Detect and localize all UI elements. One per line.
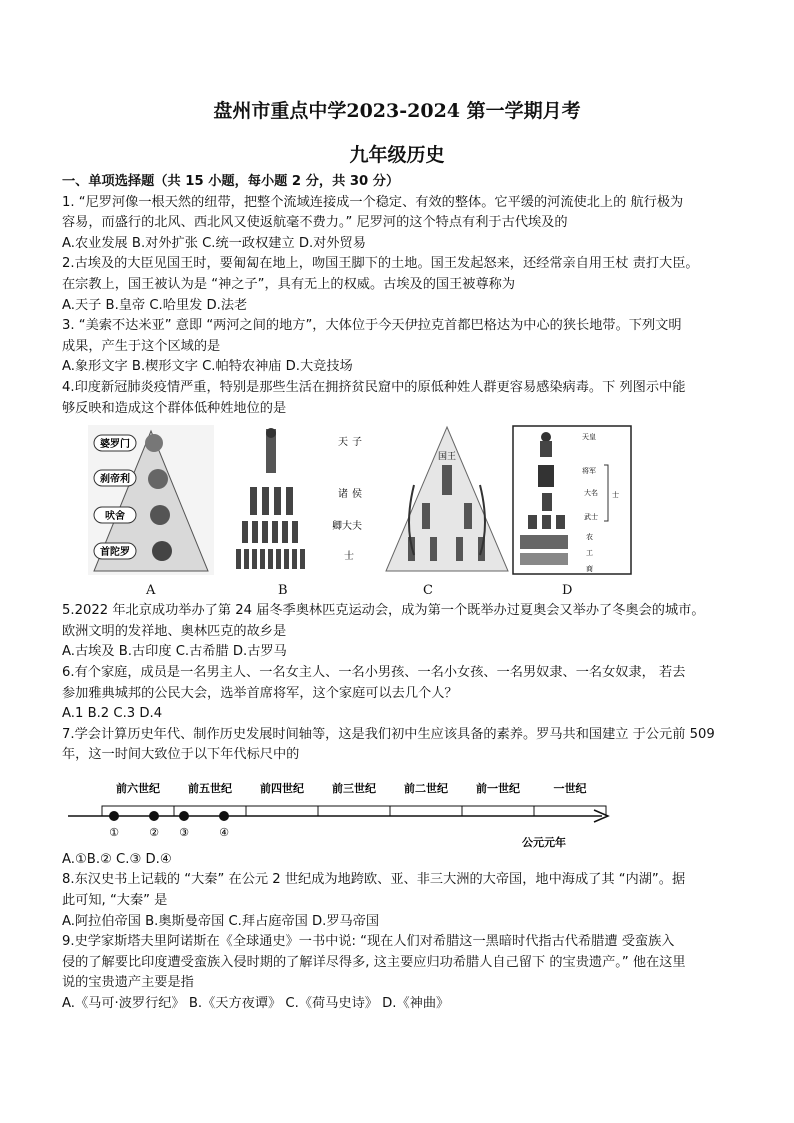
q7-stem-line: 7.学会计算历史年代、制作历史发展时间轴等，这是我们初中生应该具备的素养。罗马共和国建立 于公元前 509 (62, 726, 715, 742)
q5-stem-line: 5.2022 年北京成功举办了第 24 届冬季奥林匹克运动会，成为第一个既举办过夏奥会又举办了冬奥会的城市。 (62, 603, 705, 619)
q8-stem-line: 此可知, “大秦” 是 (62, 893, 168, 909)
century-label: 前二世纪 (404, 781, 448, 795)
caste-level: 婆罗门 (100, 439, 130, 451)
q5-stem-line: 欧洲文明的发祥地、奥林匹克的故乡是 (62, 623, 287, 639)
timeline-point (179, 811, 189, 821)
section-heading: 一、单项选择题（共 15 小题，每小题 2 分，共 30 分） (62, 174, 400, 189)
century-label: 前六世纪 (116, 781, 160, 795)
timeline-point-label: ① (109, 825, 119, 839)
pyramid-top-text: 国王 (437, 452, 457, 463)
q7-options: A.①B.② C.③ D.④ (62, 851, 172, 867)
q4-stem-line: 够反映和造成这个群体低种姓地位的是 (62, 400, 287, 416)
q2-stem-line: 2.古埃及的大臣见国王时，要匍匐在地上，吻国王脚下的土地。国王发起怒来，还经常亲自用王杖 责打大臣。 (62, 256, 699, 272)
century-segment (390, 806, 462, 816)
century-label: 前五世纪 (188, 781, 232, 795)
century-label: 前一世纪 (476, 781, 520, 795)
figure-d-label: D (562, 583, 573, 599)
q3-stem-line: 3. “美索不达米亚” 意即 “两河之间的地方”，大体位于今天伊拉克首都巴格达为中心的狭长地带。下列文明 (62, 318, 682, 334)
q9-stem-line: 侵的了解要比印度遭受蛮族入侵时期的了解详尽得多, 这主要应归功希腊人自己留下 的宝贵遗产。” 他在这里 (62, 954, 686, 970)
rank-text: 侯 (352, 489, 362, 501)
rank-text: 天 (338, 437, 348, 449)
bracket-text: 士 (612, 491, 619, 500)
caste-level: 刹帝利 (100, 474, 130, 486)
rank-text: 农 (586, 533, 593, 542)
rank-text: 士 (344, 551, 354, 563)
q9-stem-line: 说的宝贵遗产主要是指 (62, 975, 194, 991)
timeline-point-label: ③ (179, 825, 189, 839)
q6-stem-line: 6.有个家庭，成员是一名男主人、一名女主人、一名小男孩、一名小女孩、一名男奴隶、一名女奴隶， 若去 (62, 664, 686, 680)
q8-stem-line: 8.东汉史书上记载的 “大秦” 在公元 2 世纪成为地跨欧、亚、非三大洲的大帝国，地中海成了其 “内湖”。据 (62, 872, 686, 888)
century-segment (246, 806, 318, 816)
q1-options: A.农业发展 B.对外扩张 C.统一政权建立 D.对外贸易 (62, 235, 366, 251)
century-label: 前三世纪 (332, 781, 376, 795)
century-label: 前四世纪 (260, 781, 304, 795)
q7-timeline (62, 772, 734, 850)
q8-options: A.阿拉伯帝国 B.奥斯曼帝国 C.拜占庭帝国 D.罗马帝国 (62, 913, 380, 929)
q2-options: A.天子 B.皇帝 C.哈里发 D.法老 (62, 297, 248, 313)
figure-a-caste-pyramid (88, 425, 214, 575)
rank-text: 工 (586, 549, 593, 558)
exam-title: 盘州市重点中学2023-2024 第一学期月考 (213, 100, 581, 122)
q1-stem-line: 1. “尼罗河像一根天然的纽带，把整个流域连接成一个稳定、有效的整体。它平缓的河流使北上的 航行极为 (62, 194, 684, 210)
caste-level: 首陀罗 (100, 547, 130, 559)
q3-options: A.象形文字 B.楔形文字 C.帕特农神庙 D.大竞技场 (62, 359, 353, 375)
rank-text: 天皇 (582, 433, 596, 442)
figure-a-label: A (146, 583, 156, 599)
rank-text: 卿大夫 (332, 521, 362, 533)
rank-text: 将军 (582, 467, 596, 476)
century-segment (462, 806, 534, 816)
q9-options: A.《马可·波罗行纪》 B.《天方夜谭》 C.《荷马史诗》 D.《神曲》 (62, 996, 450, 1012)
exam-subtitle: 九年级历史 (349, 144, 445, 166)
q4-stem-line: 4.印度新冠肺炎疫情严重，特别是那些生活在拥挤贫民窟中的原低种姓人群更容易感染病毒。下 列图示中能 (62, 379, 686, 395)
q1-stem-line: 容易，而盛行的北风、西北风又使返航毫不费力。” 尼罗河的这个特点有利于古代埃及的 (62, 215, 568, 231)
question-list (62, 172, 734, 1015)
century-label: 一世纪 (553, 781, 587, 795)
rank-text: 诸 (338, 489, 348, 501)
timeline-point-label: ② (149, 825, 159, 839)
timeline-point (219, 811, 229, 821)
figure-c-feudal-pyramid (384, 425, 510, 575)
q9-stem-line: 9.史学家斯塔夫里阿诺斯在《全球通史》一书中说: “现在人们对希腊这一黑暗时代指古代希腊遭 受蛮族入 (62, 934, 675, 950)
rank-text: 子 (352, 437, 362, 449)
figure-c-label: C (423, 583, 433, 599)
q4-figures (62, 421, 734, 601)
timeline-point (109, 811, 119, 821)
q5-options: A.古埃及 B.古印度 C.古希腊 D.古罗马 (62, 644, 287, 660)
figure-b-enfeoffment (234, 425, 364, 575)
timeline-ruler (62, 772, 622, 850)
figure-d-japan-hierarchy (512, 425, 632, 575)
q3-stem-line: 成果，产生于这个区域的是 (62, 338, 221, 354)
q6-options: A.1 B.2 C.3 D.4 (62, 706, 163, 722)
caste-level: 吠舍 (105, 511, 125, 523)
q2-stem-line: 在宗教上，国王被认为是 “神之子”，具有无上的权威。古埃及的国王被尊称为 (62, 276, 516, 292)
rank-text: 大名 (584, 489, 598, 498)
timeline-point-label: ④ (219, 825, 229, 839)
timeline-point (149, 811, 159, 821)
figure-b-label: B (278, 583, 288, 599)
q7-stem-line: 年，这一时间大致位于以下年代标尺中的 (62, 747, 300, 763)
rank-text: 商 (586, 565, 593, 574)
q6-stem-line: 参加雅典城邦的公民大会，选举首席将军，这个家庭可以去几个人？ (62, 685, 458, 701)
rank-text: 武士 (584, 513, 598, 522)
era-label: 公元元年 (522, 835, 566, 849)
century-segment (318, 806, 390, 816)
